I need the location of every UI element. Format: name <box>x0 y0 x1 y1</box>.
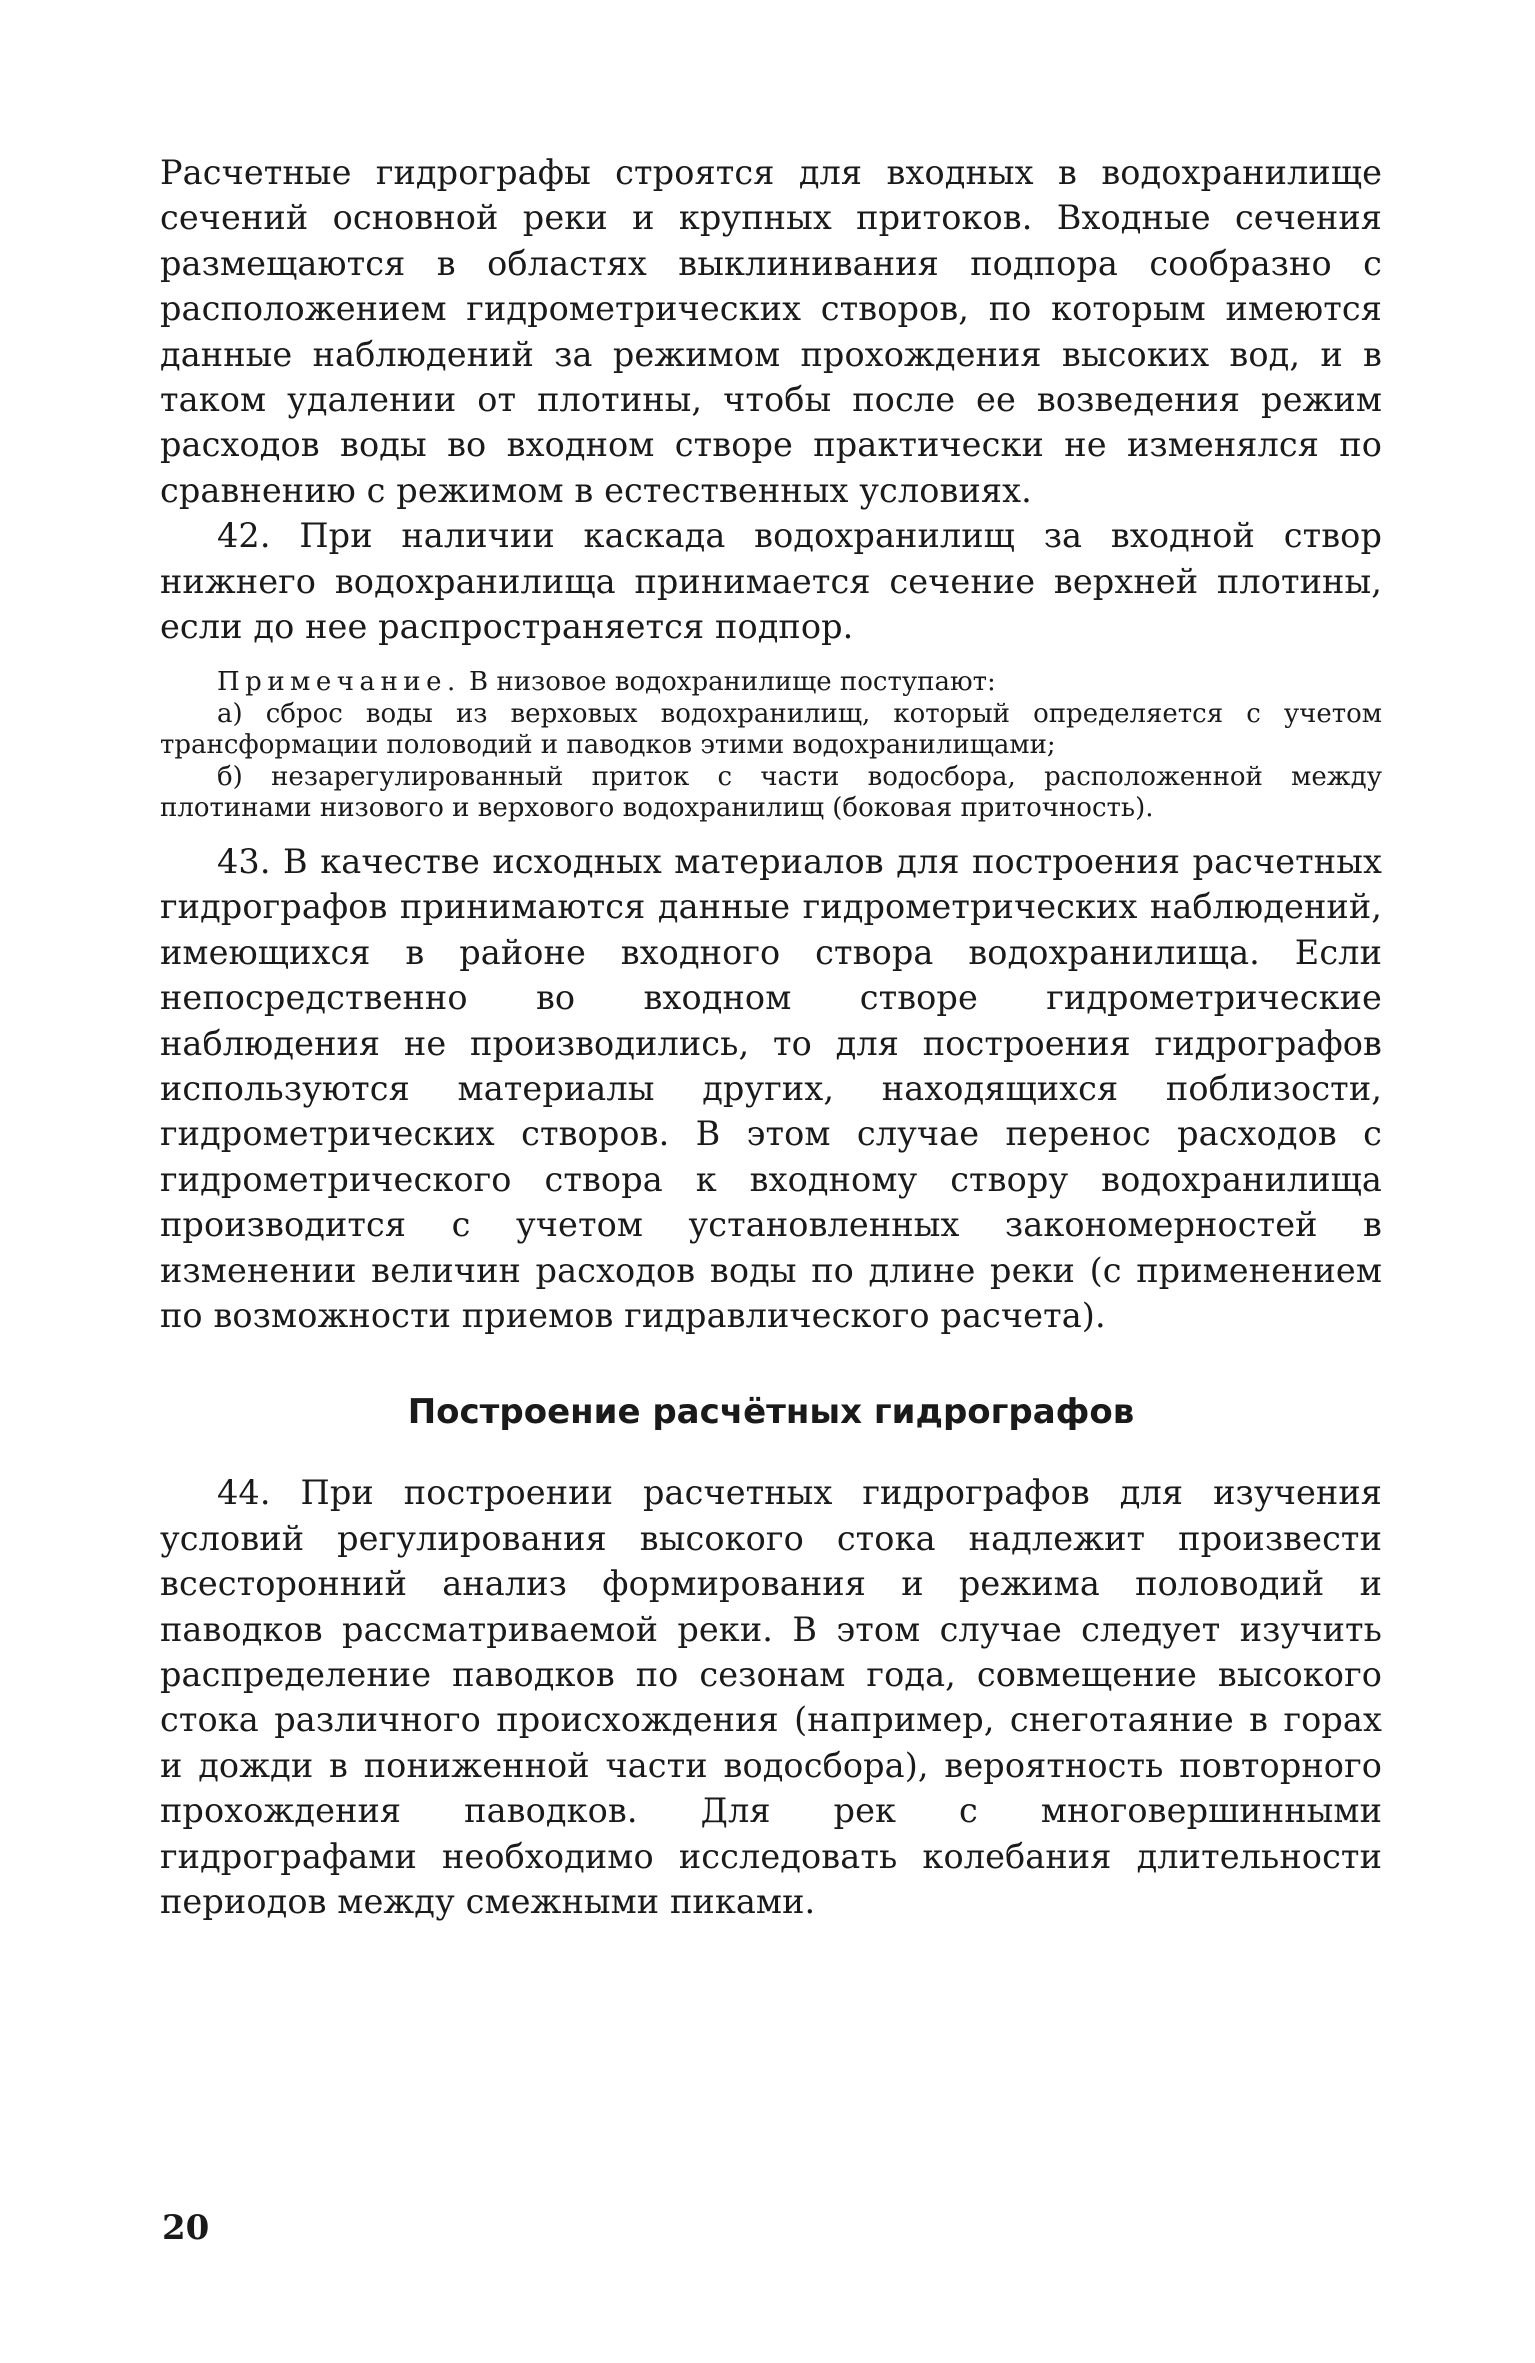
paragraph-44: 44. При построении расчетных гидрографов для изучения условий регулирования высокого стока надлежит произвести всесторонний анализ формирования и режима половодий и паводков рассматриваемой реки. В этом случае следует изучить распределение паводков по сезонам года, совмещение высокого стока различного происхождения (например, снеготаяние в горах и дожди в пониженной части водосбора), вероятность повторного прохождения паводков. Для рек с многовершинными гидрографами необходимо исследовать колебания длительности периодов между смежными пиками. <box>160 1473 1382 1922</box>
note-intro-line <box>160 667 1382 699</box>
note-label: Примечание. <box>217 667 461 698</box>
paragraph-42: 42. При наличии каскада водохранилищ за входной створ нижнего водохранилища принимается сечение верхней плотины, если до нее распространяется подпор. <box>160 516 1382 647</box>
page-content <box>160 150 1382 1925</box>
note-item-b: б) незарегулированный приток с части водосбора, расположенной между плотинами низового и верхового водохранилищ (боковая приточность). <box>160 761 1382 824</box>
paragraph-43: 43. В качестве исходных материалов для построения расчетных гидрографов принимаются данные гидрометрических наблюдений, имеющихся в районе входного створа водохранилища. Если непосредственно во входном створе гидрометрические наблюдения не производились, то для построения гидрографов используются материалы других, находящихся поблизости, гидрометрических створов. В этом случае перенос расходов с гидрометрического створа к входному створу водохранилища производится с учетом установленных закономерностей в изменении величин расходов воды по длине реки (с применением по возможности приемов гидравлического расчета). <box>160 841 1382 1336</box>
note-block <box>160 667 1382 825</box>
note-intro: В низовое водохранилище поступают: <box>469 667 996 698</box>
note-item-a: а) сброс воды из верховых водохранилищ, который определяется с учетом трансформации половодий и паводков этими водохранилищами; <box>160 698 1382 761</box>
section-heading: Построение расчётных гидрографов <box>407 1392 1135 1433</box>
page-number: 20 <box>162 2208 210 2248</box>
paragraph-intro: Расчетные гидрографы строятся для входных в водохранилище сечений основной реки и крупных притоков. Входные сечения размещаются в областях выклинивания подпора сообразно с расположением гидрометрических створов, по которым имеются данные наблюдений за режимом прохождения высоких вод, и в таком удалении от плотины, чтобы после ее возведения режим расходов воды во входном створе практически не изменялся по сравнению с режимом в естественных условиях. <box>160 153 1382 510</box>
